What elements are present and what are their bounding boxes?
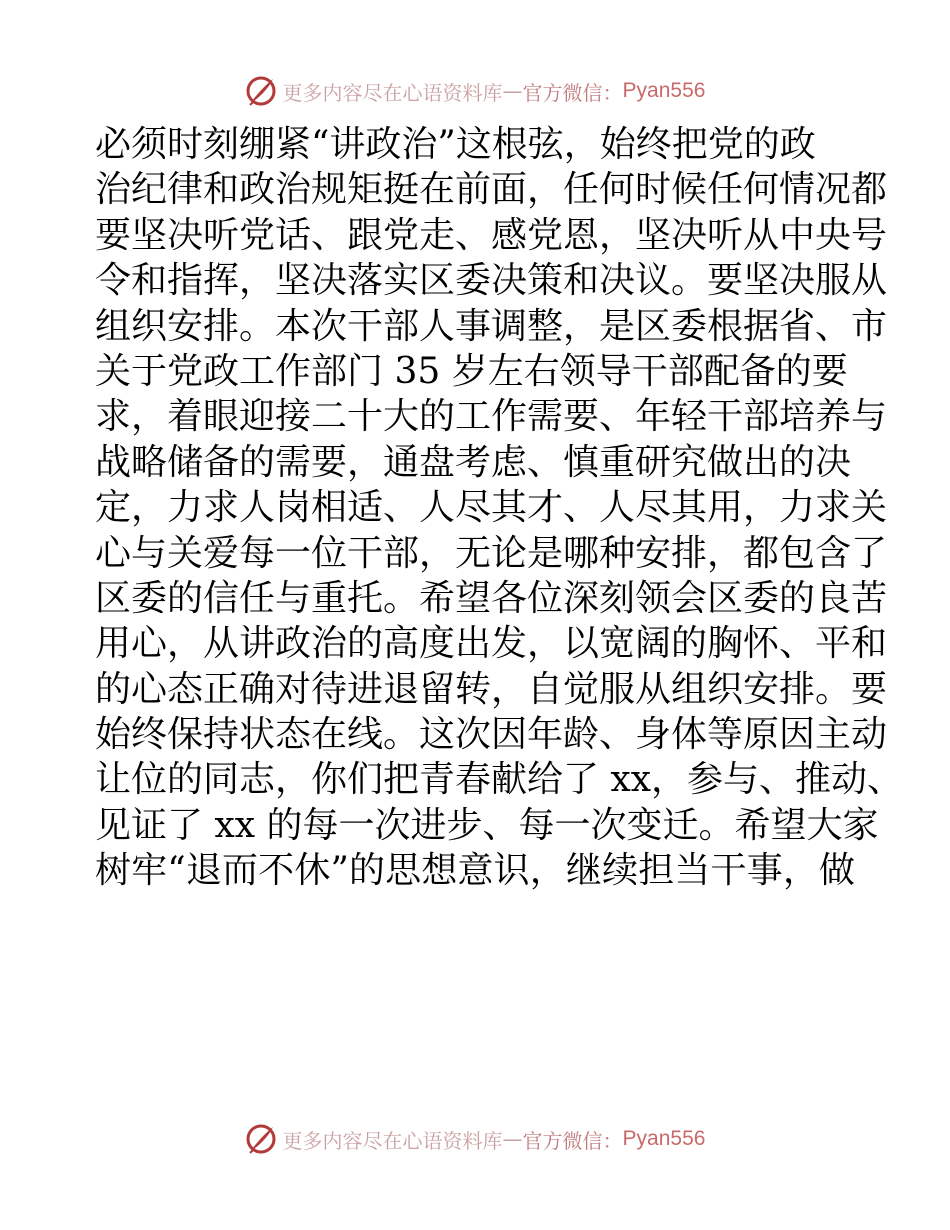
text-line: 组织安排。本次干部人事调整，是区委根据省、市 <box>95 305 888 347</box>
header-wechat-id: Pyan556 <box>622 79 706 102</box>
text-line: 树牢“退而不休”的思想意识，继续担当干事，做 <box>95 850 855 892</box>
text-line: 求，着眼迎接二十大的工作需要、年轻干部培养与 <box>95 396 888 438</box>
body-paragraph <box>95 122 904 894</box>
header-dash: — <box>502 79 523 103</box>
footer-wechat-label: 官方微信： <box>522 1128 623 1153</box>
footer-watermark <box>0 1119 950 1159</box>
footer-site-text: 更多内容尽在心语资料库 <box>282 1128 503 1153</box>
header-site-text: 更多内容尽在心语资料库 <box>282 80 503 105</box>
text-line: 令和指挥，坚决落实区委决策和决议。要坚决服从 <box>95 260 888 302</box>
text-line: 让位的同志，你们把青春献给了 xx，参与、推动、 <box>95 759 904 801</box>
text-line: 见证了 xx 的每一次进步、每一次变迁。希望大家 <box>95 804 879 846</box>
text-line: 关于党政工作部门 35 岁左右领导干部配备的要 <box>95 350 848 392</box>
feather-pen-seal-icon <box>245 1123 277 1155</box>
footer-wechat-id: Pyan556 <box>622 1127 706 1150</box>
feather-pen-seal-icon <box>245 75 277 107</box>
text-line: 的心态正确对待进退留转，自觉服从组织安排。要 <box>95 668 888 710</box>
footer-dash: — <box>502 1127 523 1151</box>
text-line: 要坚决听党话、跟党走、感党恩，坚决听从中央号 <box>95 214 888 256</box>
text-line: 始终保持状态在线。这次因年龄、身体等原因主动 <box>95 714 888 756</box>
text-line: 用心，从讲政治的高度出发，以宽阔的胸怀、平和 <box>95 623 888 665</box>
header-watermark <box>0 71 950 111</box>
text-line: 必须时刻绷紧“讲政治”这根弦，始终把党的政 <box>95 124 816 165</box>
text-line: 心与关爱每一位干部，无论是哪种安排，都包含了 <box>95 532 888 574</box>
text-line: 区委的信任与重托。希望各位深刻领会区委的良苦 <box>95 577 888 619</box>
text-line: 定，力求人岗相适、人尽其才、人尽其用，力求关 <box>95 487 888 529</box>
text-line: 战略储备的需要，通盘考虑、慎重研究做出的决 <box>95 441 852 483</box>
text-line: 治纪律和政治规矩挺在前面，任何时候任何情况都 <box>95 169 888 211</box>
header-wechat-label: 官方微信： <box>522 80 623 105</box>
